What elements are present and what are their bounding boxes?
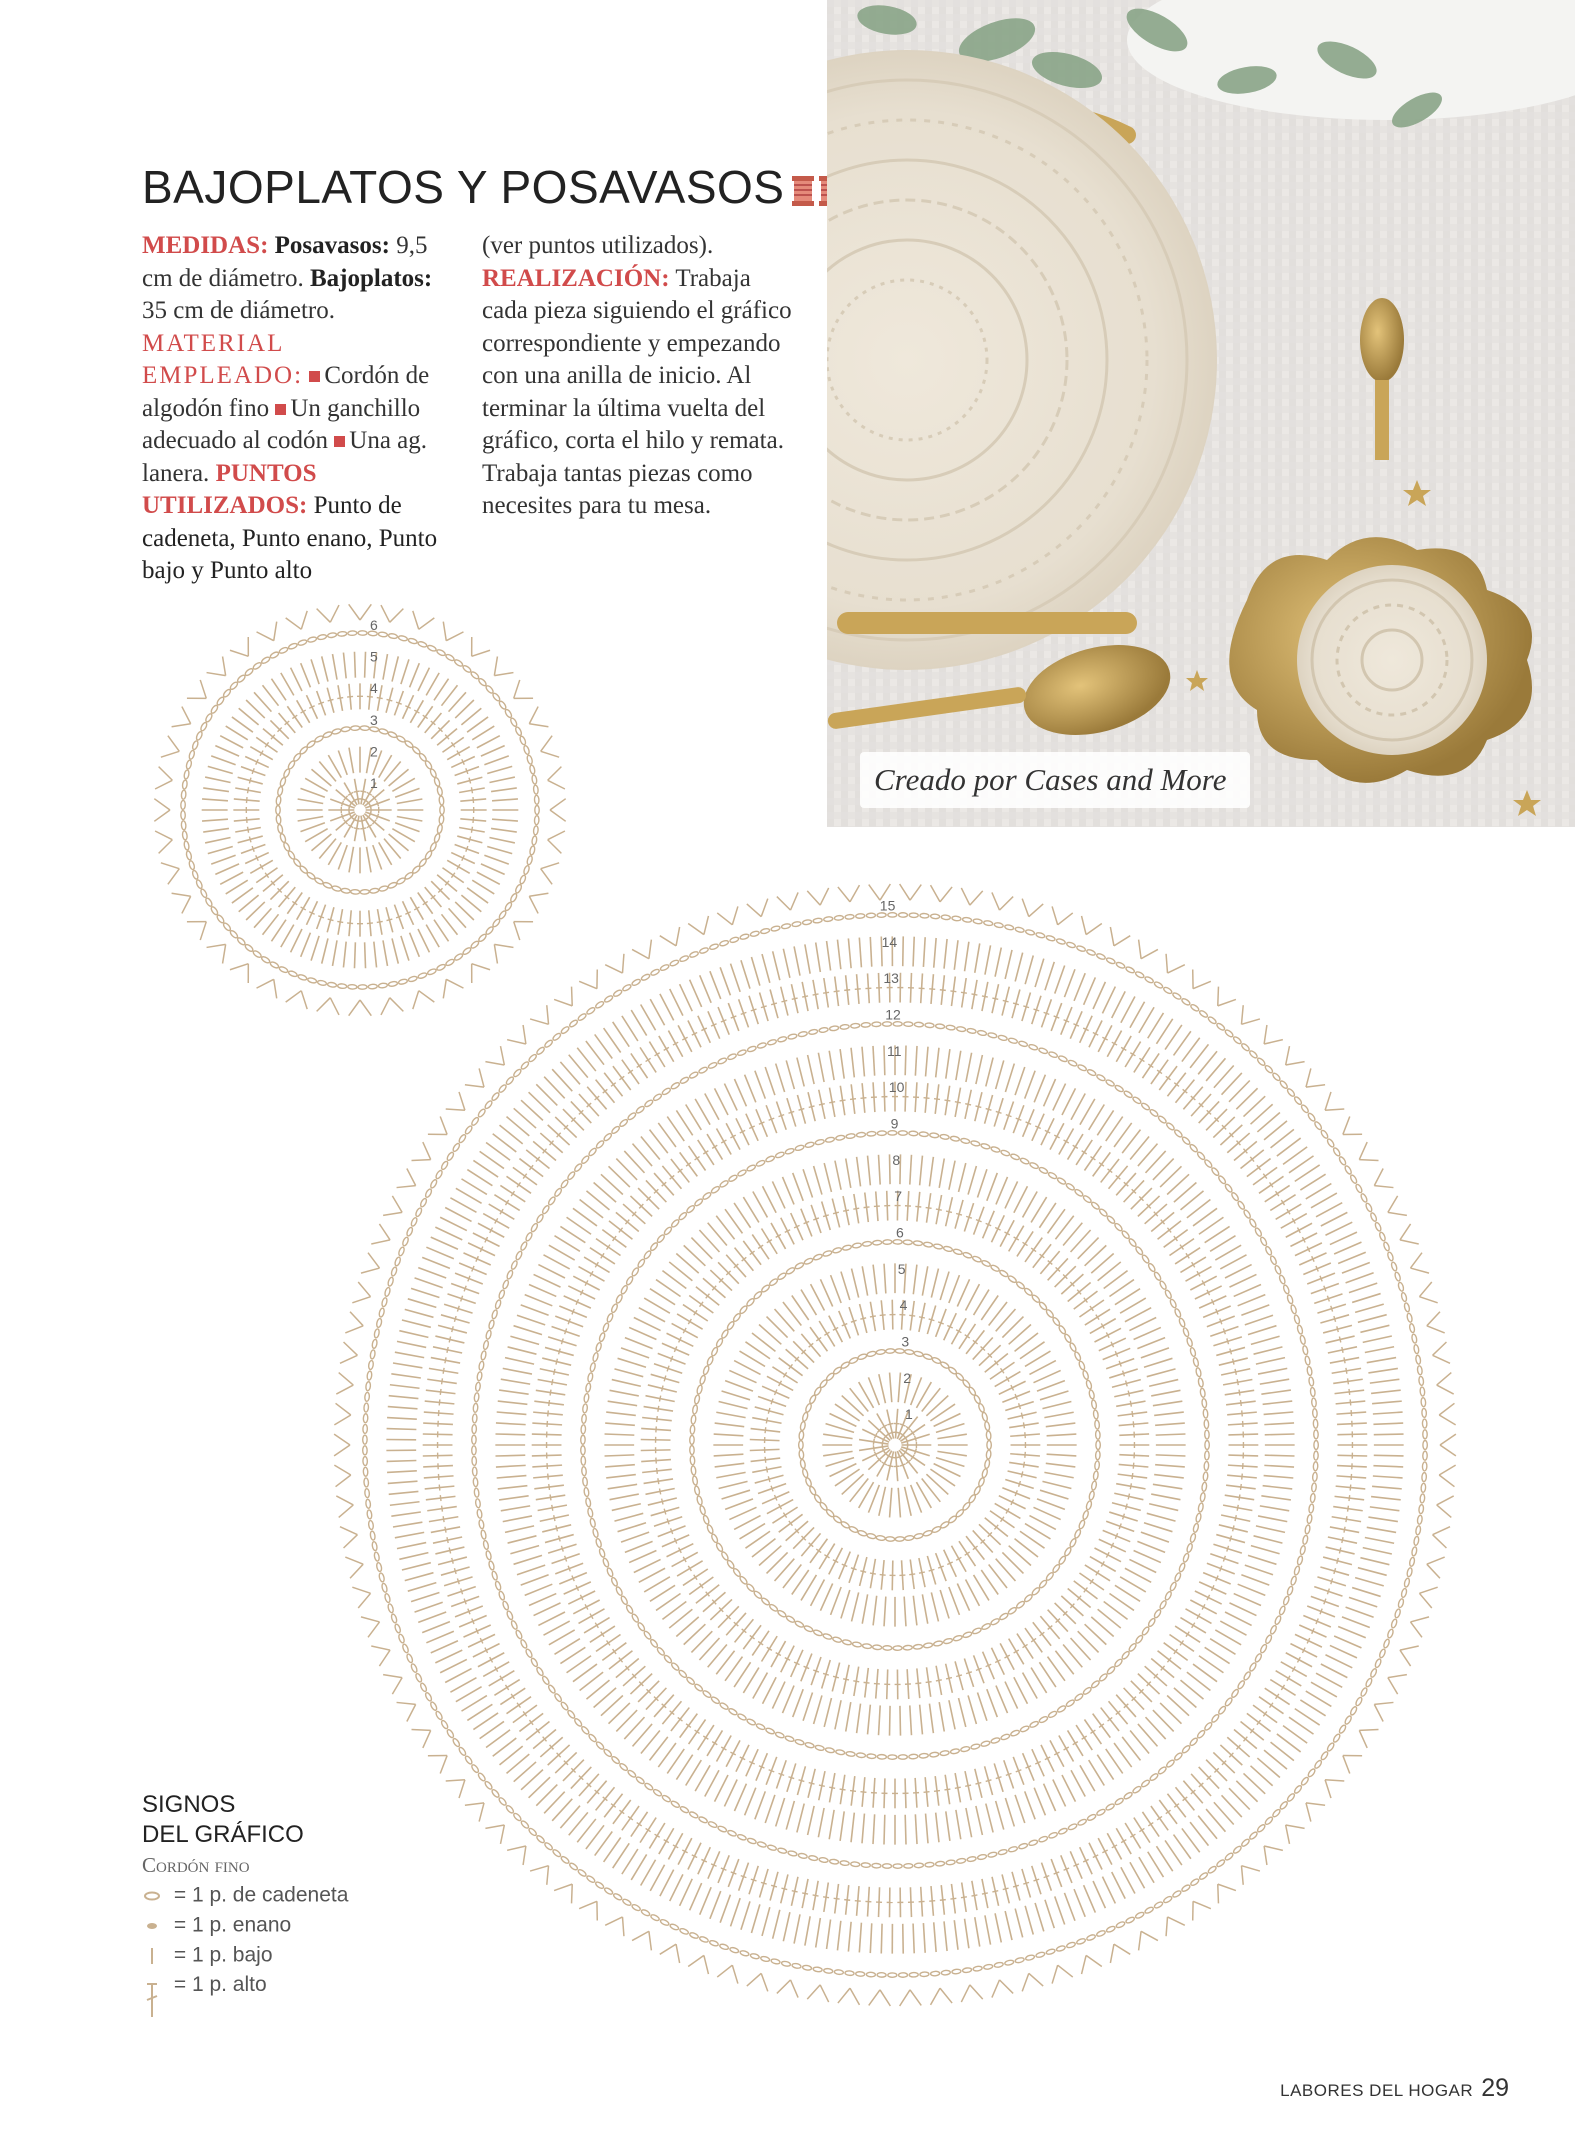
legend-item-double [142,1973,267,2017]
material-item-3: Una ag. lanera. [142,427,428,487]
chart-round-12 [472,1022,1319,1869]
bullet-square-icon [275,404,286,415]
photo-caption [860,752,1250,808]
chart-round-label: 3 [901,1333,910,1350]
page-title-text: BAJOPLATOS Y POSAVASOS [142,161,785,213]
slip-stitch-icon [142,1913,168,1939]
legend-item-text: = 1 p. de cadeneta [173,1883,349,1907]
material-label: MATERIAL EMPLEADO: [142,329,304,389]
chart-round-13 [423,973,1368,1918]
chart-round-label: 6 [370,616,378,633]
material-item-1: Cordón de algodón fino [142,362,430,422]
chart-round-label: 1 [370,775,378,792]
page-footer [1280,2074,1509,2103]
chart-round-label: 5 [370,648,378,665]
material-item-2: Un ganchillo adecuado al codón [142,394,421,454]
chart-round-label: 4 [899,1297,908,1314]
realizacion-label: REALIZACIÓN: [482,264,670,292]
chart-round-1 [859,1409,931,1481]
bajoplatos-text: 35 cm de diámetro. [142,297,335,324]
chart-round-9 [581,1131,1210,1760]
legend-item-text: = 1 p. bajo [173,1943,273,1967]
chart-round-label: 1 [905,1406,913,1423]
chart-round-label: 5 [897,1260,906,1277]
chart-round-label: 8 [892,1151,901,1168]
chart-round-label: 9 [890,1115,899,1132]
puntos-continuation: (ver puntos utilizados). [482,232,714,259]
legend-title-line1: SIGNOS [142,1791,236,1818]
table-setting-photo [827,0,1575,827]
legend-item-single [142,1943,273,1969]
medidas-label: MEDIDAS: [142,232,269,259]
posavasos-label: Posavasos: [274,232,390,259]
legend-item-chain [142,1883,348,1909]
chart-round-1 [328,779,391,841]
single-crochet-icon [142,1943,168,1969]
chart-round-label: 2 [903,1369,911,1386]
chart-round-label: 11 [887,1042,902,1059]
legend-title [142,1790,304,1850]
chain-icon [142,1883,168,1909]
chart-round-label: 13 [883,970,899,987]
chart-round-label: 15 [879,897,896,914]
chart-round-2 [822,1373,967,1518]
puntos-text: Punto de cadeneta, Punto enano, Punto bajo y Punto alto [142,492,438,584]
chart-round-label: 12 [885,1006,901,1023]
page-title [142,160,845,214]
chart-round-label: 4 [370,680,378,697]
legend-item-slip [142,1913,291,1939]
magazine-name: LABORES DEL HOGAR [1280,2081,1474,2100]
realizacion-text: Trabaja cada pieza siguiendo el gráfico correspondiente y empezando con una anilla de inicio. Al terminar la última vuelta del gráfico, corta el hilo y remata. Trabaja tantas piezas como necesites para tu mesa. [482,264,792,519]
legend-title-line2: DEL GRÁFICO [142,1821,304,1848]
chart-round-label: 10 [888,1079,905,1096]
posavasos-text: 9,5 cm de diámetro. [142,232,428,292]
chart-round-2 [297,747,424,874]
chart-round-label: 6 [896,1224,904,1241]
large-placemat-chart [310,870,1480,2020]
chart-round-label: 2 [370,743,378,760]
chart-round-label: 14 [881,933,898,950]
legend-subtitle: Cordón fino [142,1853,250,1877]
legend-item-text: = 1 p. alto [173,1973,267,1996]
photo-illustration [827,0,1575,827]
bullet-square-icon [309,371,320,382]
legend-item-text: = 1 p. enano [173,1913,292,1937]
bajoplatos-label: Bajoplatos: [310,264,433,292]
materials-column [142,230,448,588]
chart-round-4 [750,1300,1041,1591]
page-number: 29 [1481,2074,1509,2102]
puntos-label: PUNTOS UTILIZADOS: [142,459,317,519]
double-crochet-icon [142,1973,168,2017]
bullet-square-icon [334,436,345,447]
chart-round-label: 3 [370,711,378,728]
photo-caption-text: Creado por Cases and More [874,762,1227,797]
chart-round-label: 7 [894,1188,902,1205]
instructions-column [482,230,792,523]
